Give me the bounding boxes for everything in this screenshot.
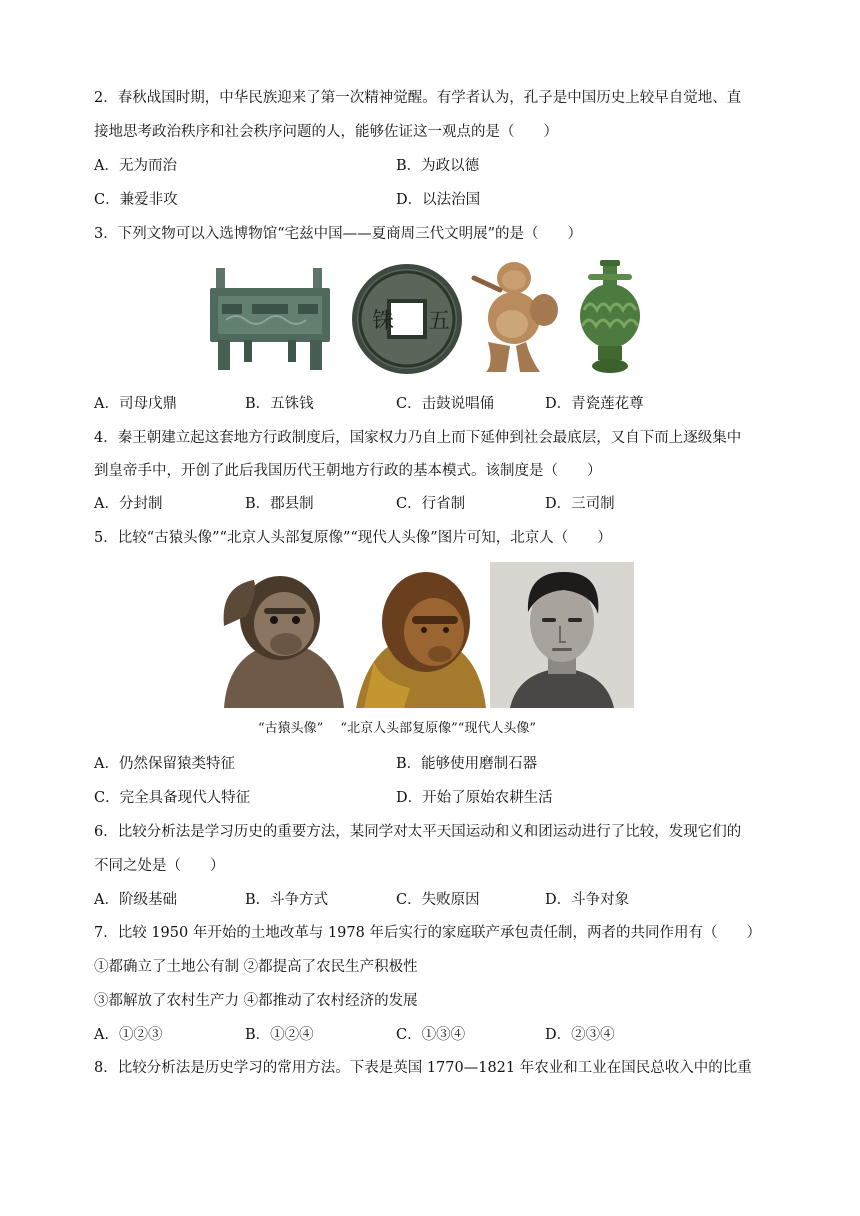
q5-stem-line1: 5．比较“古猿头像”“北京人头部复原像”“现代人头像”图片可知，北京人（ ） [94, 530, 612, 546]
q5-option-b: B．能够使用磨制石器 [396, 756, 538, 772]
q5-option-d: D．开始了原始农耕生活 [396, 790, 553, 806]
ape-head-image [214, 566, 352, 708]
q2-option-a: A．无为而治 [94, 158, 177, 174]
q5-option-c: C．完全具备现代人特征 [94, 790, 251, 806]
coin-char-wu: 五 [428, 309, 451, 334]
q2-option-d: D．以法治国 [396, 192, 481, 208]
q6-stem-line1: 6．比较分析法是学习历史的重要方法，某同学对太平天国运动和义和团运动进行了比较，发现它们的 [94, 824, 742, 840]
q4-option-a: A．分封制 [94, 496, 163, 512]
q2-option-c: C．兼爱非攻 [94, 192, 178, 208]
q3-option-a: A．司母戊鼎 [94, 396, 177, 412]
q3-option-d: D．青瓷莲花尊 [545, 396, 644, 412]
q4-option-b: B．郡县制 [245, 496, 314, 512]
coin-char-zhu: 铢 [372, 309, 395, 334]
q6-stem-line2: 不同之处是（ ） [94, 858, 225, 874]
q2-stem-line2: 接地思考政治秩序和社会秩序问题的人，能够佐证这一观点的是（ ） [94, 124, 558, 140]
q4-stem-line2: 到皇帝手中，开创了此后我国历代王朝地方行政的基本模式。该制度是（ ） [94, 463, 602, 479]
q7-option-d: D．②③④ [545, 1027, 615, 1043]
q3-option-b: B．五铢钱 [245, 396, 314, 412]
q7-stem-line2: ①都确立了土地公有制 ②都提高了农民生产积极性 [94, 959, 418, 975]
celadon-zun-image [576, 258, 644, 376]
modern-human-image [490, 562, 634, 708]
q5-image-caption: “古猿头像” “北京人头部复原像”“现代人头像” [258, 721, 537, 736]
q3-stem-line1: 3．下列文物可以入选博物馆“宅兹中国——夏商周三代文明展”的是（ ） [94, 226, 583, 242]
q7-stem-line1: 7．比较 1950 年开始的土地改革与 1978 年后实行的家庭联产承包责任制，两者的共同作用有（ ） [94, 925, 761, 941]
q2-stem-line1: 2．春秋战国时期，中华民族迎来了第一次精神觉醒。有学者认为，孔子是中国历史上较早自觉地、直 [94, 90, 742, 106]
q6-option-a: A．阶级基础 [94, 892, 177, 908]
q7-option-a: A．①②③ [94, 1027, 163, 1043]
q7-option-c: C．①③④ [396, 1027, 466, 1043]
wuzhu-coin-image [348, 262, 466, 376]
q5-option-a: A．仍然保留猿类特征 [94, 756, 235, 772]
q4-option-d: D．三司制 [545, 496, 615, 512]
q6-option-d: D．斗争对象 [545, 892, 630, 908]
peking-man-image [354, 566, 488, 708]
q4-option-c: C．行省制 [396, 496, 466, 512]
q7-stem-line3: ③都解放了农村生产力 ④都推动了农村经济的发展 [94, 993, 418, 1009]
q3-option-c: C．击鼓说唱俑 [396, 396, 495, 412]
q2-option-b: B．为政以德 [396, 158, 480, 174]
q8-stem-line1: 8．比较分析法是历史学习的常用方法。下表是英国 1770—1821 年农业和工业在国民总收入中的比重 [94, 1060, 752, 1076]
q7-option-b: B．①②④ [245, 1027, 314, 1043]
bronze-ding-image [208, 260, 332, 374]
q6-option-b: B．斗争方式 [245, 892, 329, 908]
q6-option-c: C．失败原因 [396, 892, 480, 908]
drummer-figurine-image [470, 258, 564, 376]
q4-stem-line1: 4．秦王朝建立起这套地方行政制度后，国家权力乃自上而下延伸到社会最底层，又自下而上逐级集中 [94, 430, 742, 446]
